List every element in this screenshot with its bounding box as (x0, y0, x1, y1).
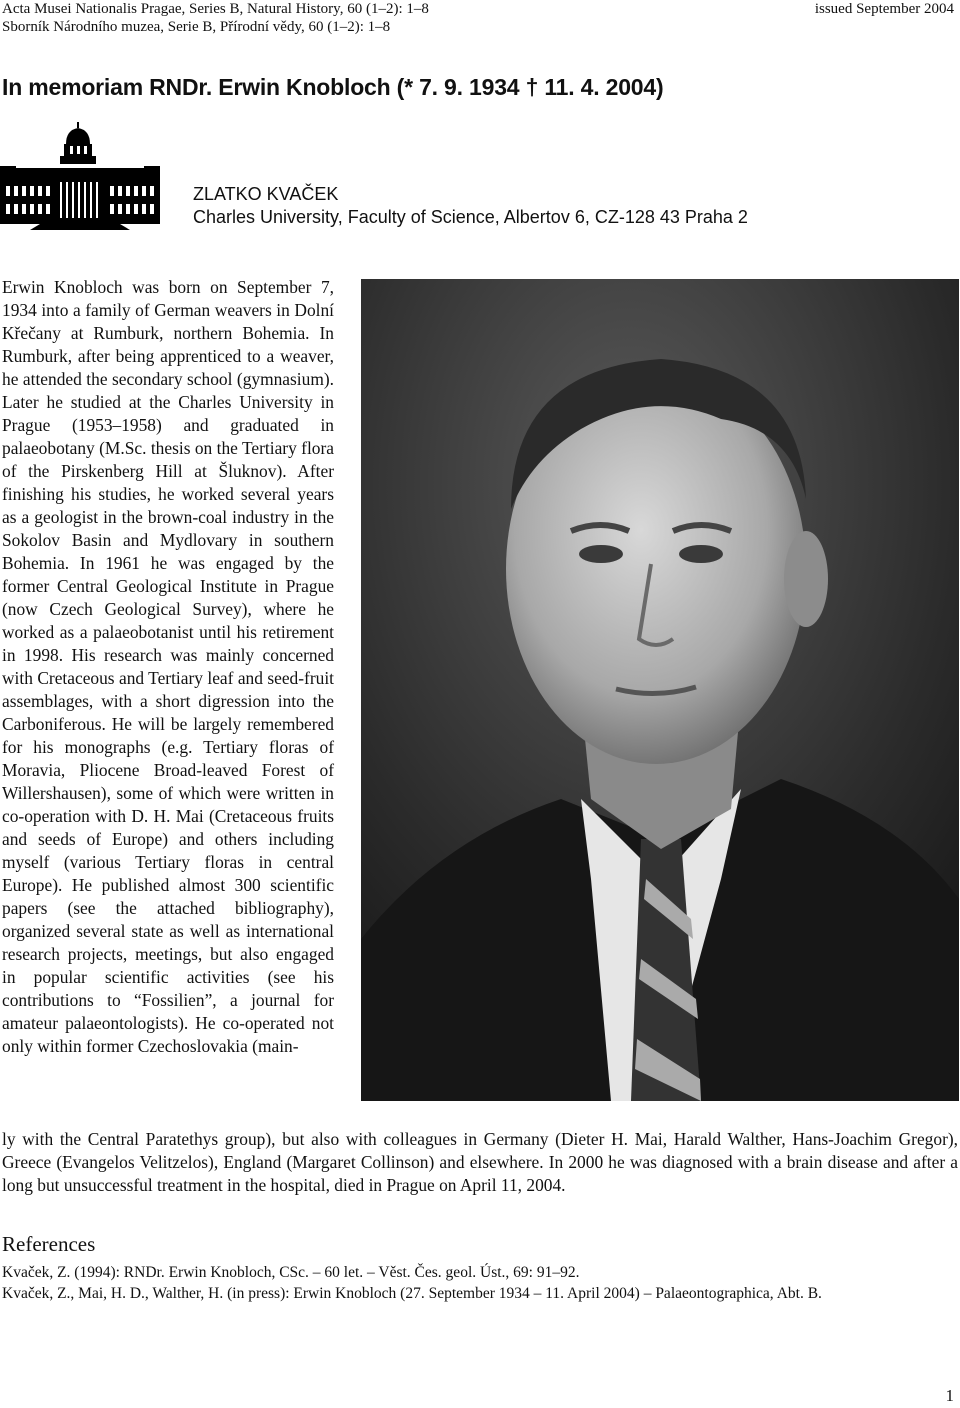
author-affiliation: Charles University, Faculty of Science, Albertov 6, CZ-128 43 Praha 2 (193, 207, 748, 227)
references-heading: References (2, 1232, 96, 1256)
reference-item: Kvaček, Z. (1994): RNDr. Erwin Knobloch, CSc. – 60 let. – Věst. Čes. geol. Úst., 69: 91–92. (2, 1264, 580, 1281)
article-title: In memoriam RNDr. Erwin Knobloch (* 7. 9. 1934 † 11. 4. 2004) (2, 74, 664, 100)
issue-date: issued September 2004 (814, 1, 954, 17)
national-museum-building-icon (0, 122, 160, 230)
journal-header-line-1: Acta Musei Nationalis Pragae, Series B, Natural History, 60 (1–2): 1–8 (2, 1, 429, 17)
reference-item: Kvaček, Z., Mai, H. D., Walther, H. (in press): Erwin Knobloch (27. September 1934 – 11. April 2004) – Palaeontographica, Abt. B. (2, 1285, 822, 1302)
page-number: 1 (945, 1386, 954, 1405)
portrait-photo (361, 279, 959, 1101)
journal-header-line-2: Sborník Národního muzea, Serie B, Přírodní vědy, 60 (1–2): 1–8 (2, 19, 391, 35)
body-paragraph-narrow: Erwin Knobloch was born on September 7, 1934 into a family of German weavers in Dolní Křečany at Rumburk, northern Bohemia. In Rumburk, after being apprenticed to a weaver, he attended the secondary school (gymnasium). Later he studied at the Charles University in Prague (1953–1958) and graduated in palaeobotany (M.Sc. thesis on the Tertiary flora of the Pirskenberg Hill at Šluknov). After finishing his studies, he worked several years as a geologist in the brown-coal industry in the Sokolov Basin and Mydlovary in southern Bohemia. In 1961 he was engaged by the former Central Geological Institute in Prague (now Czech Geological Survey), where he worked as a palaeobotanist until his retirement in 1998. His research was mainly concerned with Cretaceous and Tertiary leaf and seed-fruit assemblages, with a short digression into the Carboniferous. He will be largely remembered for his monographs (e.g. Tertiary floras of Moravia, Pliocene Broad-leaved Forest of Willershausen), some of which were written in co-operation with D. H. Mai (Cretaceous fruits and seeds of Europe) and others including myself (various Tertiary floras in central Europe). He published almost 300 scientific papers (see the attached bibliography), organized several state as well as international research projects, meetings, but also engaged in popular scientific activities (see his contributions to “Fossilien”, a journal for amateur palaeontologists). He co-operated not only within former Czechoslovakia (main- (2, 277, 334, 1056)
body-paragraph-wide: ly with the Central Paratethys group), but also with colleagues in Germany (Dieter H. Mai, Harald Walther, Hans-Joachim Gregor), Greece (Evangelos Velitzelos), England (Margaret Collinson) and elsewhere. In 2000 he was diagnosed with a brain disease and after a long but unsuccessful treatment in the hospital, died in Prague on April 11, 2004. (2, 1129, 958, 1195)
author-name: ZLATKO KVAČEK (193, 184, 339, 204)
